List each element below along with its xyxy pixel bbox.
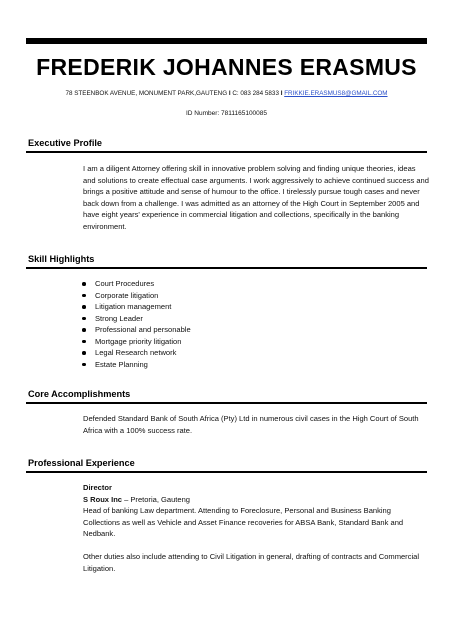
contact-separator: I xyxy=(280,90,283,97)
list-item xyxy=(80,359,191,371)
section-title-professional-experience: Professional Experience xyxy=(28,458,135,468)
skill-label: Legal Research network xyxy=(95,348,177,357)
bullet-icon xyxy=(82,351,86,355)
bullet-icon xyxy=(82,317,86,321)
bullet-icon xyxy=(82,294,86,298)
email-link[interactable]: FRIKKIE.ERASMUS8@GMAIL.COM xyxy=(284,90,388,97)
section-rule xyxy=(26,151,427,153)
list-item xyxy=(80,301,191,313)
list-item xyxy=(80,313,191,325)
section-rule xyxy=(26,267,427,269)
core-accomplishments-text xyxy=(83,413,429,436)
section-title-core-accomplishments: Core Accomplishments xyxy=(28,389,131,399)
phone: C: 083 284 5833 xyxy=(232,90,279,97)
skill-label: Court Procedures xyxy=(95,279,155,288)
accomplishment-paragraph: Defended Standard Bank of South Africa (Pty) Ltd in numerous civil cases in the High Court of South Africa with a 100% success rate. xyxy=(83,414,419,435)
bullet-icon xyxy=(82,363,86,367)
bullet-icon xyxy=(82,305,86,309)
bullet-icon xyxy=(82,328,86,332)
list-item xyxy=(80,290,191,302)
candidate-name: FREDERIK JOHANNES ERASMUS xyxy=(36,54,417,80)
skill-label: Strong Leader xyxy=(95,313,143,323)
bullet-icon xyxy=(82,282,86,286)
other-duties: Other duties also include attending to Civil Litigation in general, drafting of contracts and Commercial Litigation. xyxy=(83,552,420,573)
header-rule xyxy=(26,38,427,44)
job-description: Head of banking Law department. Attending to Foreclosure, Personal and Business Banking Collections as well as Vehicle and Asset Finance recoveries for ABSA Bank, Standard Bank and Nedbank. xyxy=(83,506,404,538)
id-number: ID Number: 7811165100085 xyxy=(185,110,268,117)
contact-separator: I xyxy=(228,90,231,97)
list-item xyxy=(80,324,191,336)
company-line xyxy=(83,494,429,506)
section-rule xyxy=(26,402,427,404)
executive-profile-paragraph: I am a diligent Attorney offering skill in innovative problem solving and finding unique theories, ideas and solutions to create effectual case arguments. I work aggressively to achieve continued success and brings a positive attitude and sense of humour to the office. I tirelessly pursue tough cases and never back down from a challenge. I was admitted as an attorney of the High Court in September 2005 and have eight years' experience in commercial litigation and collections, specifically in the banking environment. xyxy=(83,164,429,231)
skill-label: Professional and personable xyxy=(95,325,191,334)
skill-label: Corporate litigation xyxy=(95,290,159,300)
address: 78 STEENBOK AVENUE, MONUMENT PARK,GAUTENG xyxy=(65,90,228,97)
list-item xyxy=(80,278,191,290)
skill-list xyxy=(80,278,191,370)
experience-block xyxy=(83,482,429,574)
section-title-executive-profile: Executive Profile xyxy=(28,138,103,148)
skill-label: Estate Planning xyxy=(95,359,148,369)
list-item xyxy=(80,347,191,359)
company-name: S Roux Inc xyxy=(83,494,122,504)
section-title-skill-highlights: Skill Highlights xyxy=(28,254,95,264)
skill-label: Litigation management xyxy=(95,302,172,311)
list-item xyxy=(80,336,191,348)
job-title: Director xyxy=(83,483,112,492)
section-rule xyxy=(26,471,427,473)
bullet-icon xyxy=(82,340,86,344)
skill-label: Mortgage priority litigation xyxy=(95,336,182,346)
executive-profile-text xyxy=(83,163,429,232)
contact-line xyxy=(0,90,453,97)
company-location: – Pretoria, Gauteng xyxy=(122,494,190,504)
